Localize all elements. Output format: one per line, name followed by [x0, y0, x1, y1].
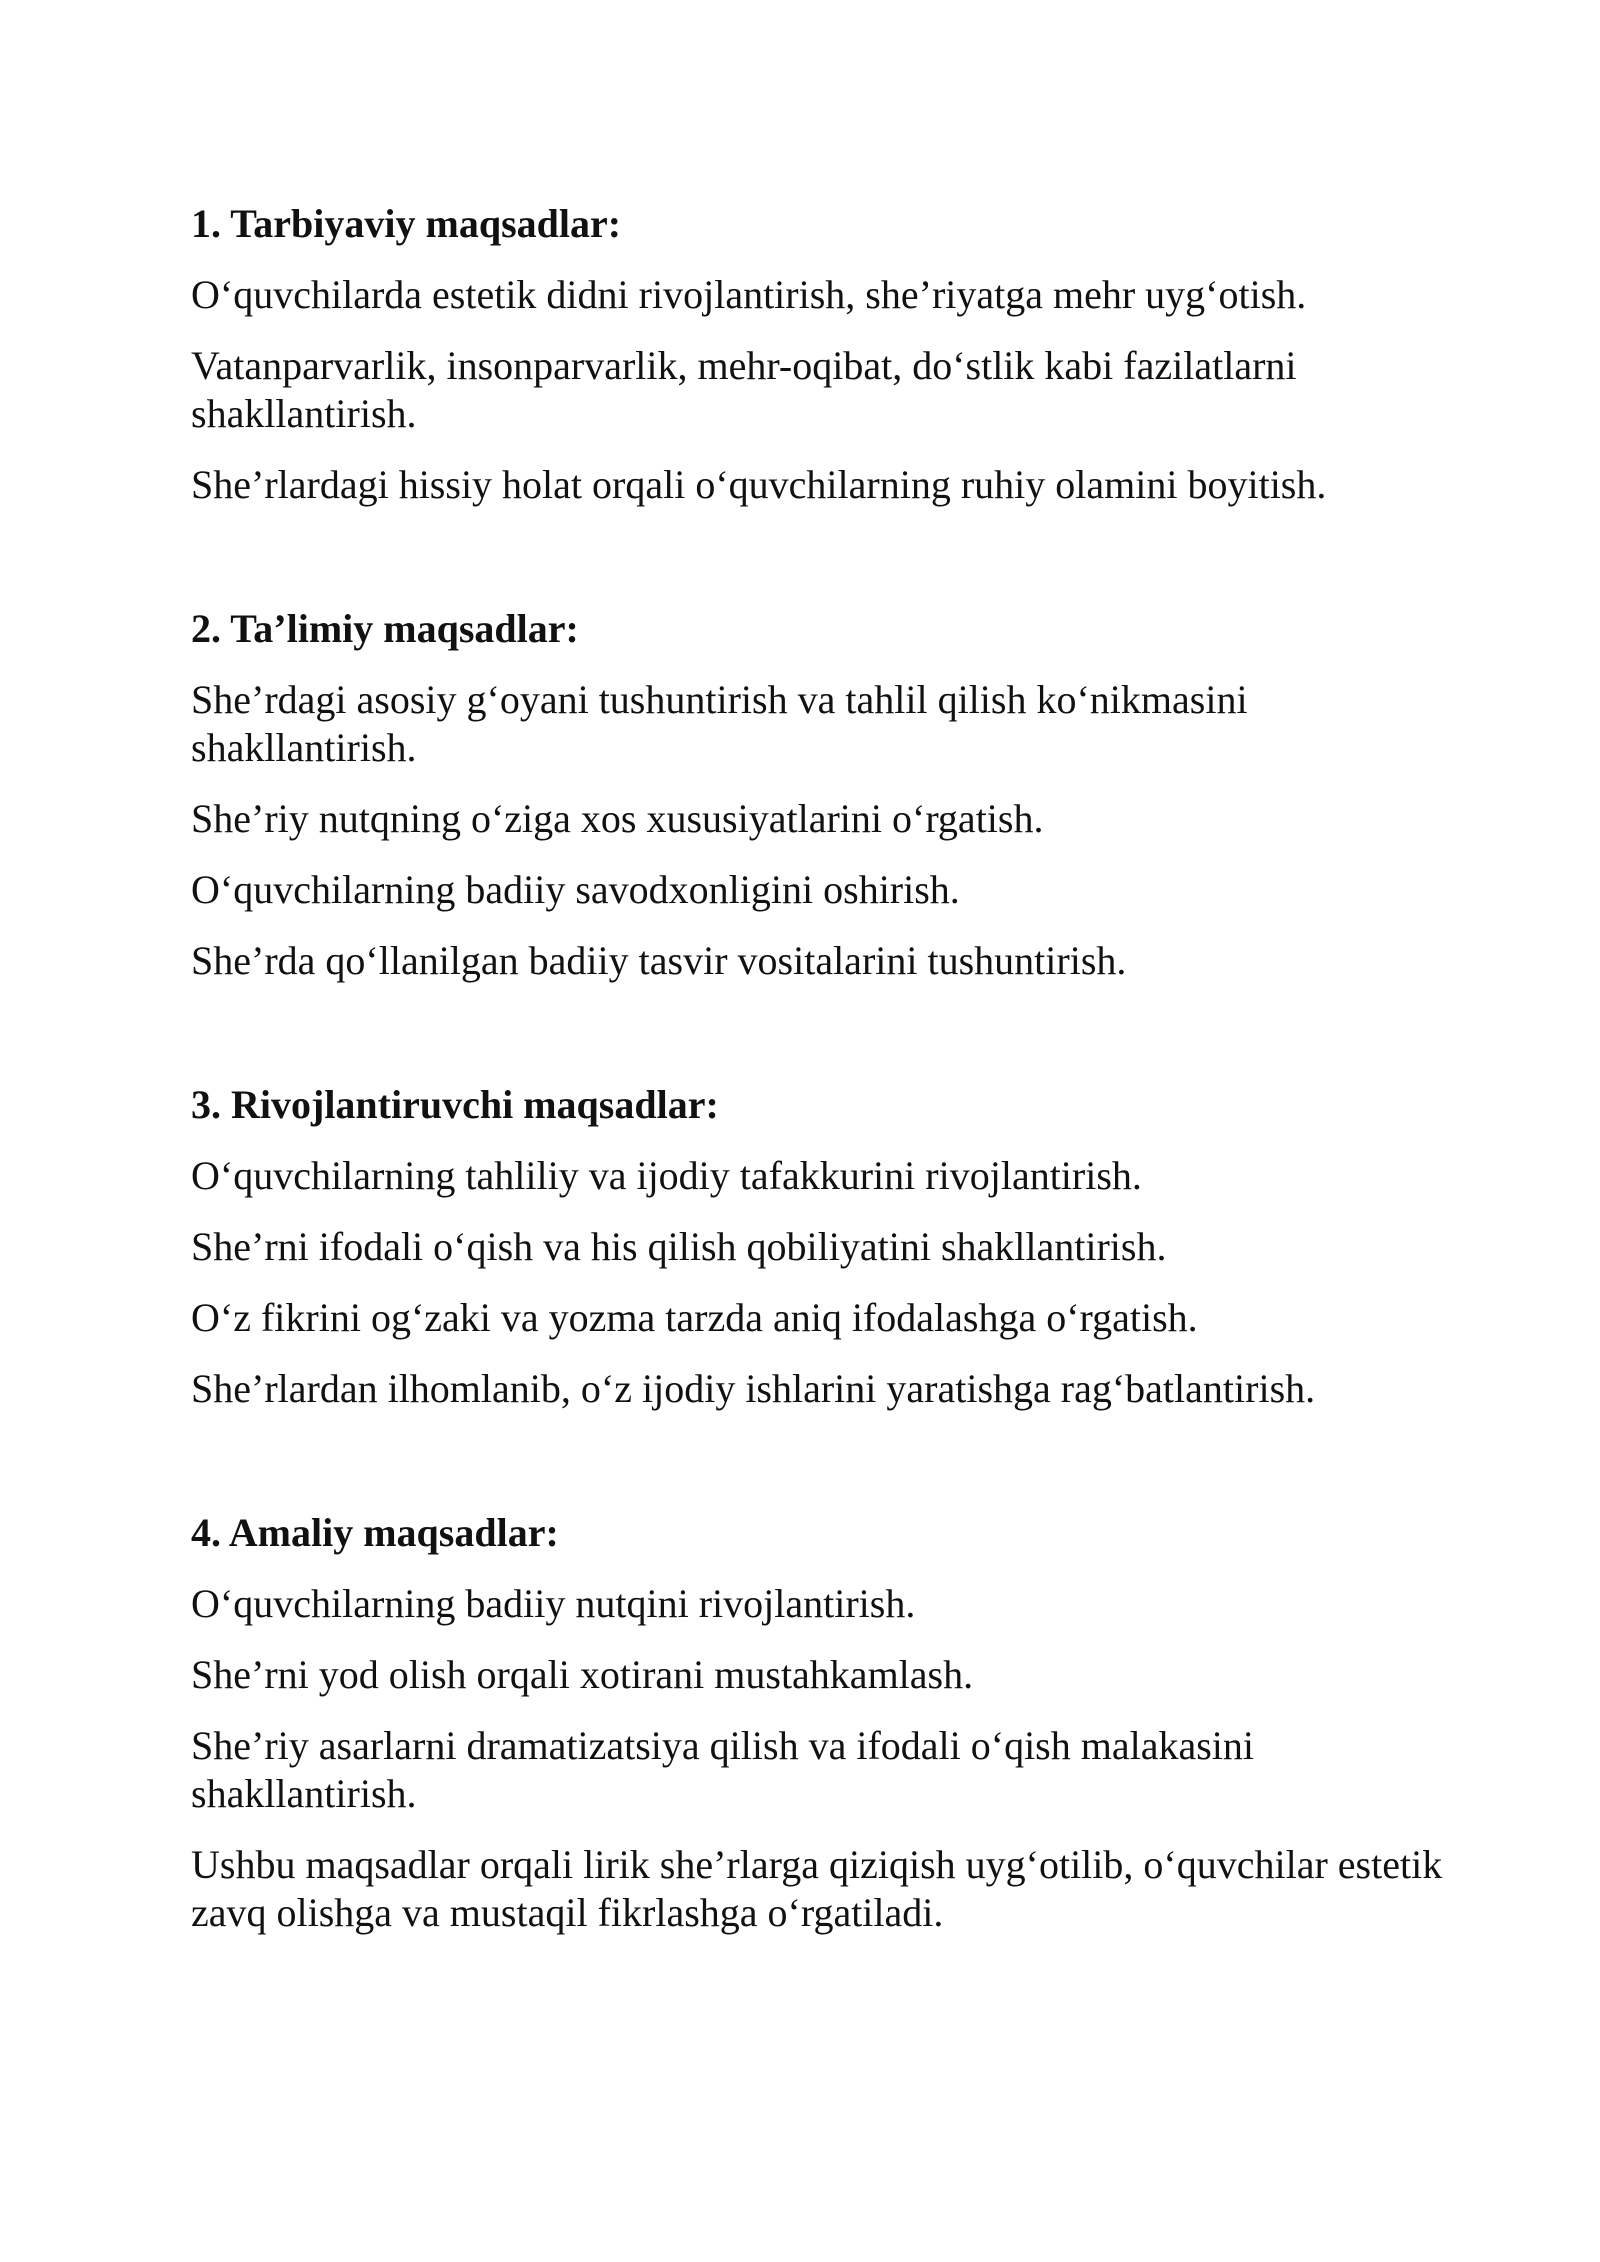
paragraph: She’riy asarlarni dramatizatsiya qilish va ifodali o‘qish malakasini shakllantirish.: [191, 1723, 1255, 1816]
paragraph: She’rdagi asosiy g‘oyani tushuntirish va tahlil qilish ko‘nikmasini shakllantirish.: [191, 677, 1248, 770]
section-talimiy: [191, 605, 1451, 985]
paragraph: Vatanparvarlik, insonparvarlik, mehr-oqibat, do‘stlik kabi fazilatlarni shakllantirish.: [191, 343, 1297, 436]
paragraph: O‘quvchilarda estetik didni rivojlantirish, she’riyatga mehr uyg‘otish.: [191, 272, 1307, 317]
section-rivojlantiruvchi: [191, 1081, 1451, 1413]
section-heading: 4. Amaliy maqsadlar:: [191, 1510, 559, 1555]
paragraph: O‘quvchilarning badiiy nutqini rivojlantirish.: [191, 1581, 916, 1626]
paragraph: She’rda qo‘llanilgan badiiy tasvir vositalarini tushuntirish.: [191, 938, 1127, 983]
paragraph: Ushbu maqsadlar orqali lirik she’rlarga qiziqish uyg‘otilib, o‘quvchilar estetik zavq olishga va mustaqil fikrlashga o‘rgatiladi.: [191, 1842, 1443, 1935]
paragraph: She’rni yod olish orqali xotirani mustahkamlash.: [191, 1652, 974, 1697]
paragraph: O‘quvchilarning tahliliy va ijodiy tafakkurini rivojlantirish.: [191, 1153, 1142, 1198]
paragraph: She’rni ifodali o‘qish va his qilish qobiliyatini shakllantirish.: [191, 1224, 1167, 1269]
paragraph: O‘z fikrini og‘zaki va yozma tarzda aniq ifodalashga o‘rgatish.: [191, 1295, 1198, 1340]
section-heading: 3. Rivojlantiruvchi maqsadlar:: [191, 1082, 719, 1127]
paragraph: She’rlardan ilhomlanib, o‘z ijodiy ishlarini yaratishga rag‘batlantirish.: [191, 1366, 1316, 1411]
document-page: [191, 200, 1451, 1937]
section-tarbiyaviy: [191, 200, 1451, 509]
paragraph: O‘quvchilarning badiiy savodxonligini oshirish.: [191, 867, 960, 912]
section-heading: 1. Tarbiyaviy maqsadlar:: [191, 201, 622, 246]
section-amaliy: [191, 1509, 1451, 1937]
paragraph: She’rlardagi hissiy holat orqali o‘quvchilarning ruhiy olamini boyitish.: [191, 462, 1327, 507]
section-heading: 2. Ta’limiy maqsadlar:: [191, 606, 579, 651]
paragraph: She’riy nutqning o‘ziga xos xususiyatlarini o‘rgatish.: [191, 796, 1044, 841]
